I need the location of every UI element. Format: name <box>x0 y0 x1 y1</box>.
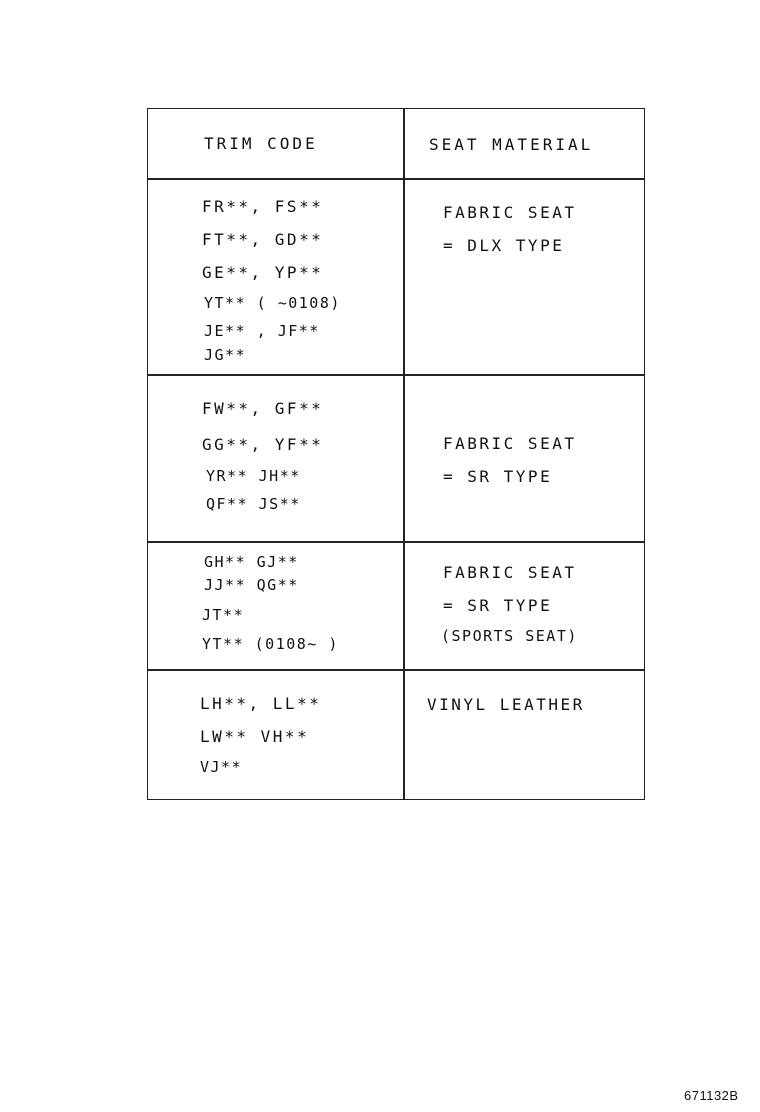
row3-trim-line1: GH** GJ** <box>204 553 299 571</box>
row2-material-line1: FABRIC SEAT <box>443 434 577 453</box>
row1-trim-line4: YT** ( ~0108) <box>204 294 341 312</box>
row2-trim-line4: QF** JS** <box>206 495 301 513</box>
column-divider <box>403 109 405 799</box>
row-divider-2 <box>148 541 644 543</box>
row1-trim-line1: FR**, FS** <box>202 197 324 216</box>
row3-trim-line3: JT** <box>202 606 245 624</box>
row1-trim-line6: JG** <box>204 346 247 364</box>
header-divider <box>148 178 644 180</box>
row3-material-line3: (SPORTS SEAT) <box>441 627 578 645</box>
row1-material-line1: FABRIC SEAT <box>443 203 577 222</box>
row2-trim-line2: GG**, YF** <box>202 435 324 454</box>
figure-id: 671132B <box>684 1088 739 1103</box>
trim-code-table <box>147 108 645 800</box>
row4-trim-line2: LW** VH** <box>200 727 310 746</box>
row1-trim-line3: GE**, YP** <box>202 263 324 282</box>
row3-trim-line4: YT** (0108~ ) <box>202 635 339 653</box>
row1-trim-line2: FT**, GD** <box>202 230 324 249</box>
row2-trim-line3: YR** JH** <box>206 467 301 485</box>
row3-material-line2: = SR TYPE <box>443 596 553 615</box>
row1-trim-line5: JE** , JF** <box>204 322 320 340</box>
row4-trim-line1: LH**, LL** <box>200 694 322 713</box>
row2-trim-line1: FW**, GF** <box>202 399 324 418</box>
row3-trim-line2: JJ** QG** <box>204 576 299 594</box>
row-divider-3 <box>148 669 644 671</box>
row-divider-1 <box>148 374 644 376</box>
row4-trim-line3: VJ** <box>200 758 243 776</box>
row1-material-line2: = DLX TYPE <box>443 236 565 255</box>
row4-material-line1: VINYL LEATHER <box>427 695 585 714</box>
row3-material-line1: FABRIC SEAT <box>443 563 577 582</box>
header-seat-material: SEAT MATERIAL <box>429 135 594 154</box>
row2-material-line2: = SR TYPE <box>443 467 553 486</box>
header-trim-code: TRIM CODE <box>204 134 318 153</box>
